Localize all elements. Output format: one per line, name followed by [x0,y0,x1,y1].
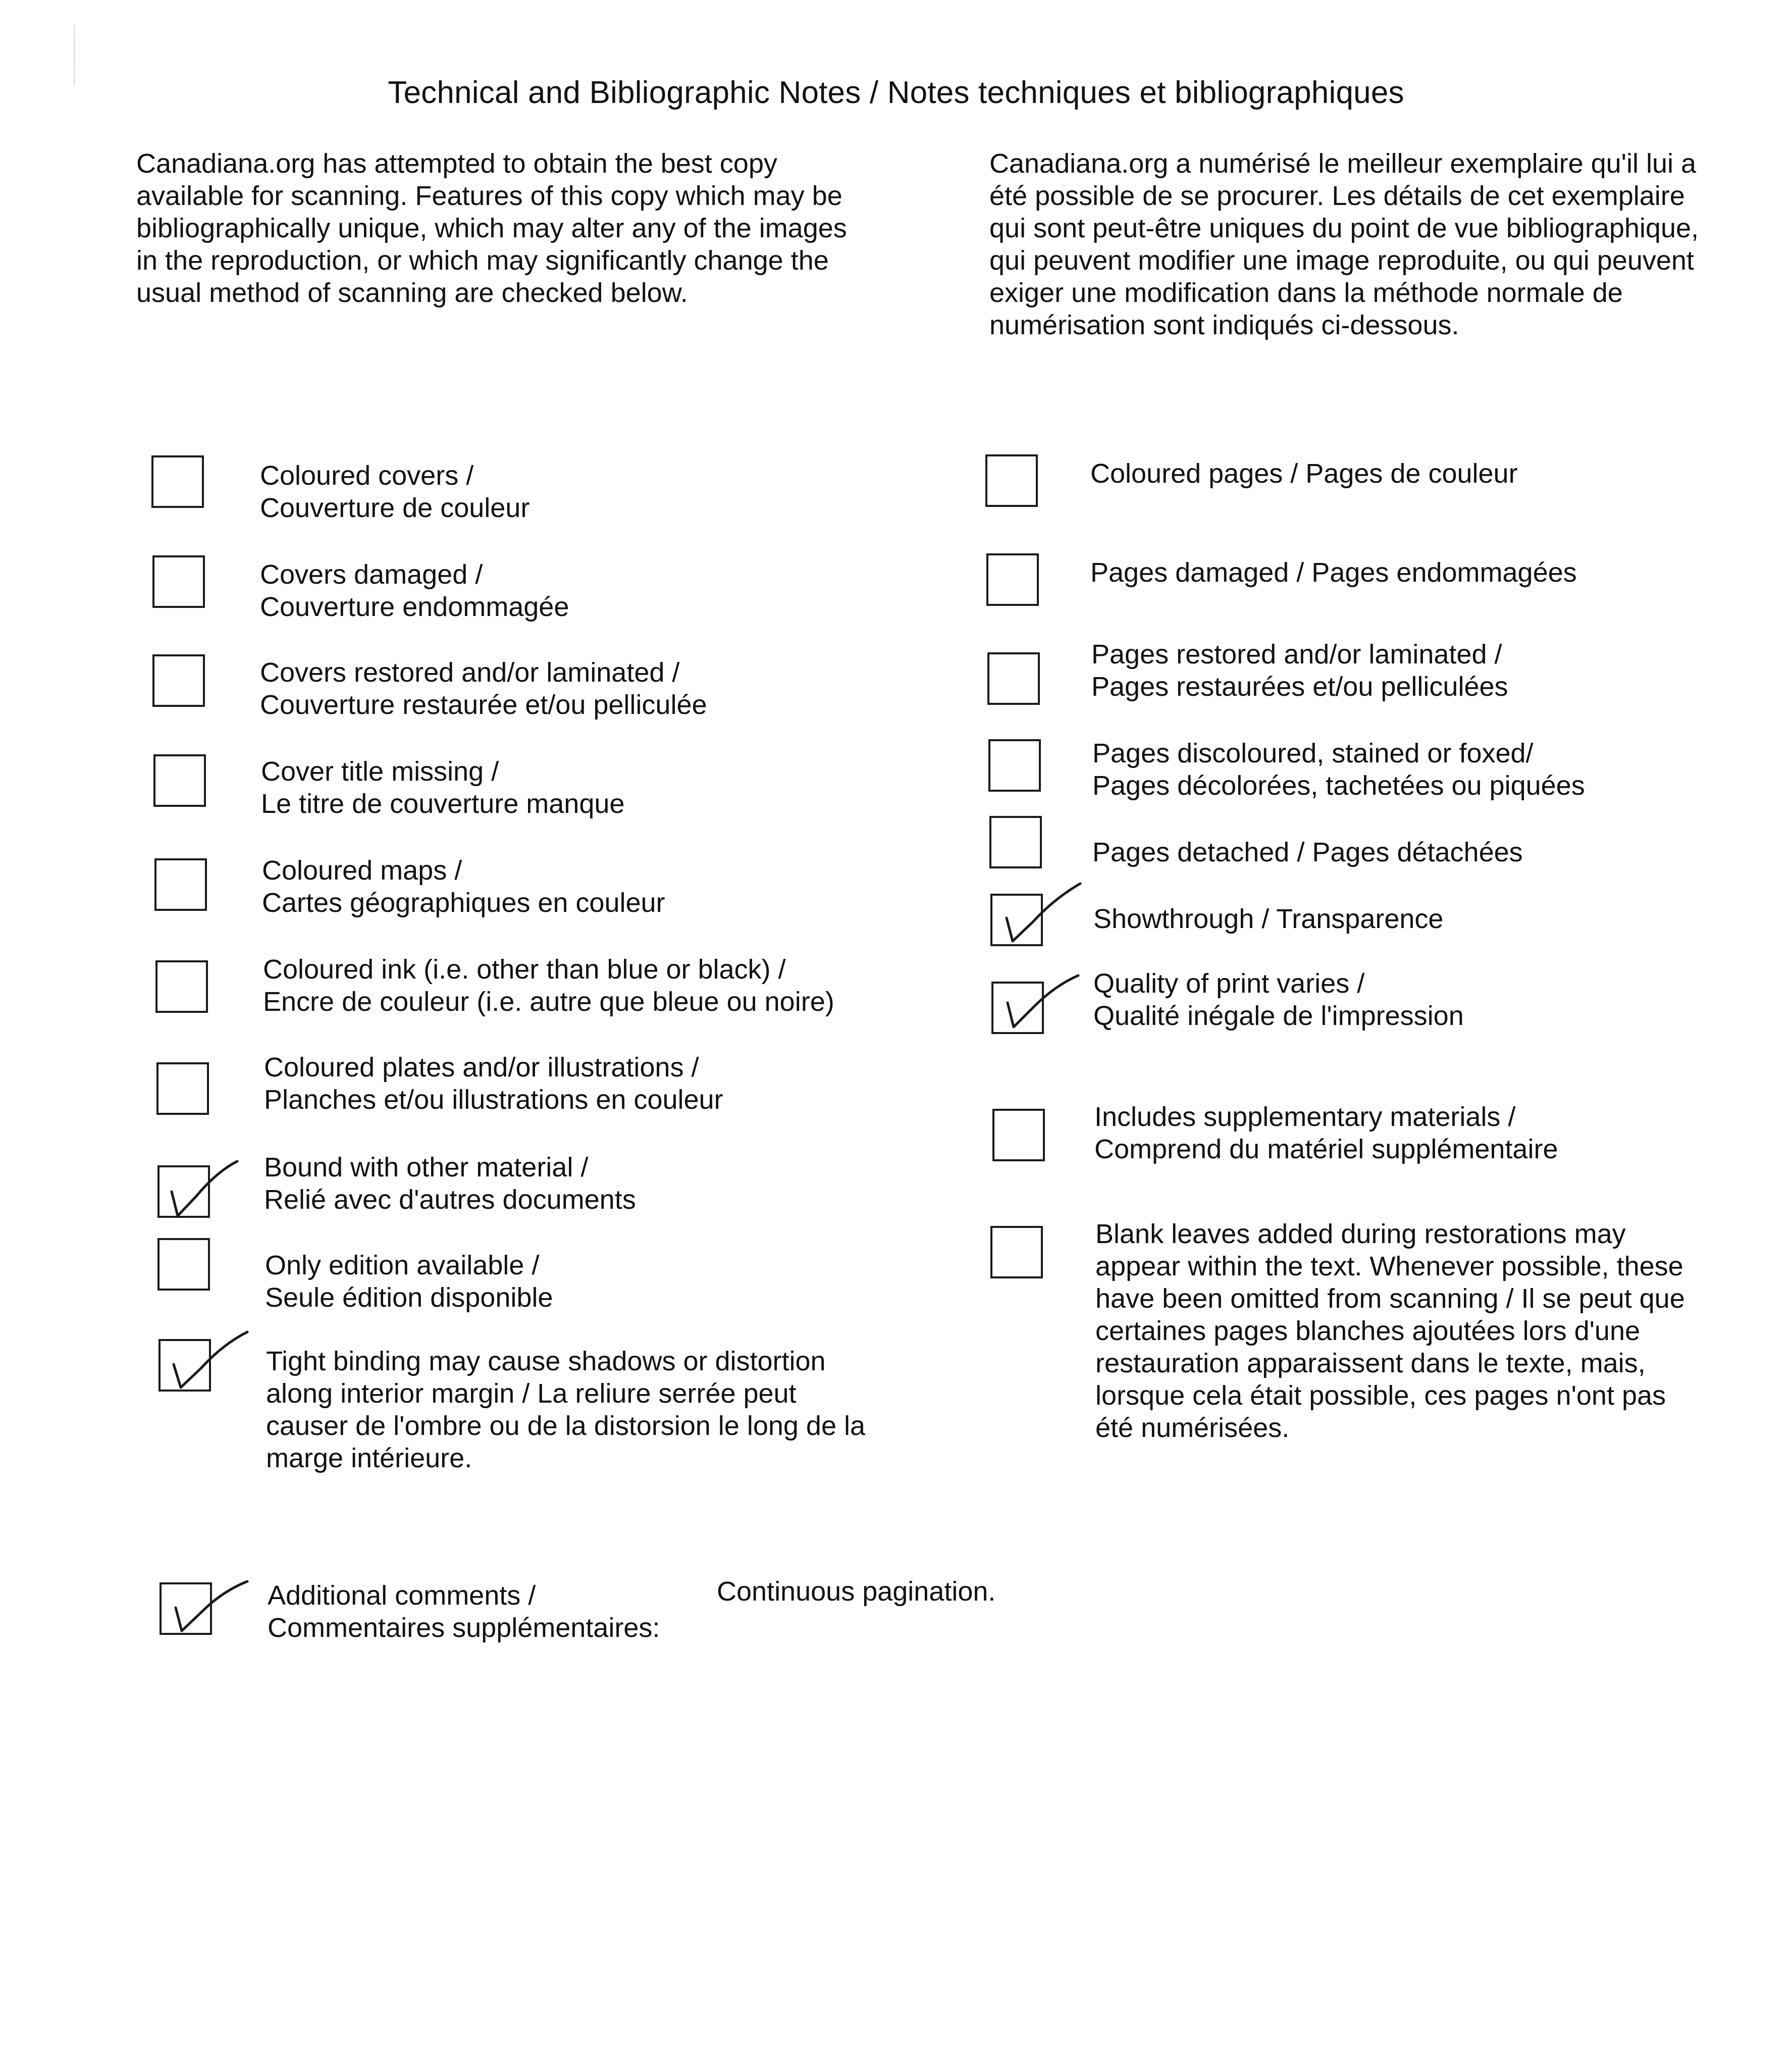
checkbox-coloured-pages[interactable] [985,454,1038,507]
checkbox-coloured-ink[interactable] [155,960,208,1013]
intro-french: Canadiana.org a numérisé le meilleur exemplaire qu'il lui a été possible de se procurer. Les détails de cet exemplaire qui sont peut-être uniques du point de vue bibliographique, qui peuvent modifier une image reproduite, ou qui peuvent exiger une modification dans la méthode normale de numérisation sont indiqués ci-dessous. [989,148,1699,340]
checkbox-blank-leaves[interactable] [990,1226,1043,1278]
label-bound-with-other: Bound with other material / Relié avec d'autres documents [264,1152,636,1215]
label-coloured-pages: Coloured pages / Pages de couleur [1090,458,1518,489]
checkbox-cover-title-missing[interactable] [153,754,206,807]
label-showthrough: Showthrough / Transparence [1093,904,1444,934]
checkmark-icon [984,966,1085,1042]
label-blank-leaves: Blank leaves added during restorations may appear within the text. Whenever possible, these have been omitted from scanning / Il se peut que certaines pages blanches ajoutées lors d'une restauration apparaissent dans le texte, mais, lorsque cela était possible, ces pages n'ont pas été numérisées. [1095,1219,1685,1443]
checkbox-only-edition[interactable] [157,1238,210,1291]
label-supplementary: Includes supplementary materials / Comprend du matériel supplémentaire [1094,1102,1558,1164]
label-pages-damaged: Pages damaged / Pages endommagées [1090,557,1577,588]
checkbox-pages-restored[interactable] [987,652,1040,705]
checkbox-pages-discoloured[interactable] [988,739,1041,792]
label-covers-restored: Covers restored and/or laminated / Couverture restaurée et/ou pelliculée [260,657,707,720]
checkmark-icon [152,1323,253,1399]
label-pages-detached: Pages detached / Pages détachées [1092,837,1523,867]
label-quality-varies: Quality of print varies / Qualité inégale de l'impression [1093,968,1464,1031]
label-only-edition: Only edition available / Seule édition disponible [265,1250,553,1313]
label-coloured-covers: Coloured covers / Couverture de couleur [260,460,530,523]
checkbox-coloured-maps[interactable] [154,858,207,911]
label-cover-title-missing: Cover title missing / Le titre de couverture manque [261,756,625,819]
label-coloured-plates: Coloured plates and/or illustrations / Planches et/ou illustrations en couleur [264,1052,723,1115]
checkmark-icon [153,1570,254,1646]
checkbox-coloured-covers[interactable] [151,455,204,508]
comments-value: Continuous pagination. [717,1576,996,1607]
checkbox-pages-damaged[interactable] [986,553,1039,606]
label-covers-damaged: Covers damaged / Couverture endommagée [260,559,569,622]
label-coloured-ink: Coloured ink (i.e. other than blue or black) / Encre de couleur (i.e. autre que bleue ou noire) [263,954,834,1017]
page-title: Technical and Bibliographic Notes / Notes techniques et bibliographiques [388,75,1404,110]
checkbox-coloured-plates[interactable] [156,1062,209,1115]
checkmark-icon [151,1156,242,1232]
label-additional-comments: Additional comments / Commentaires supplémentaires: [268,1580,660,1643]
checkmark-icon [983,879,1084,954]
label-pages-discoloured: Pages discoloured, stained or foxed/ Pages décolorées, tachetées ou piquées [1092,738,1585,801]
label-pages-restored: Pages restored and/or laminated / Pages restaurées et/ou pelliculées [1091,639,1508,702]
label-coloured-maps: Coloured maps / Cartes géographiques en couleur [262,855,665,918]
checkbox-pages-detached[interactable] [989,816,1042,868]
checkbox-covers-restored[interactable] [152,654,205,707]
intro-english: Canadiana.org has attempted to obtain the best copy available for scanning. Features of this copy which may be bibliographically unique, which may alter any of the images in the reproduction, or which may significantly change the usual method of scanning are checked below. [136,148,847,308]
checkbox-covers-damaged[interactable] [152,555,205,608]
label-tight-binding: Tight binding may cause shadows or distortion along interior margin / La reliure serrée peut causer de l'ombre ou de la distorsion le long de la marge intérieure. [266,1346,866,1473]
checkbox-supplementary[interactable] [992,1109,1045,1161]
